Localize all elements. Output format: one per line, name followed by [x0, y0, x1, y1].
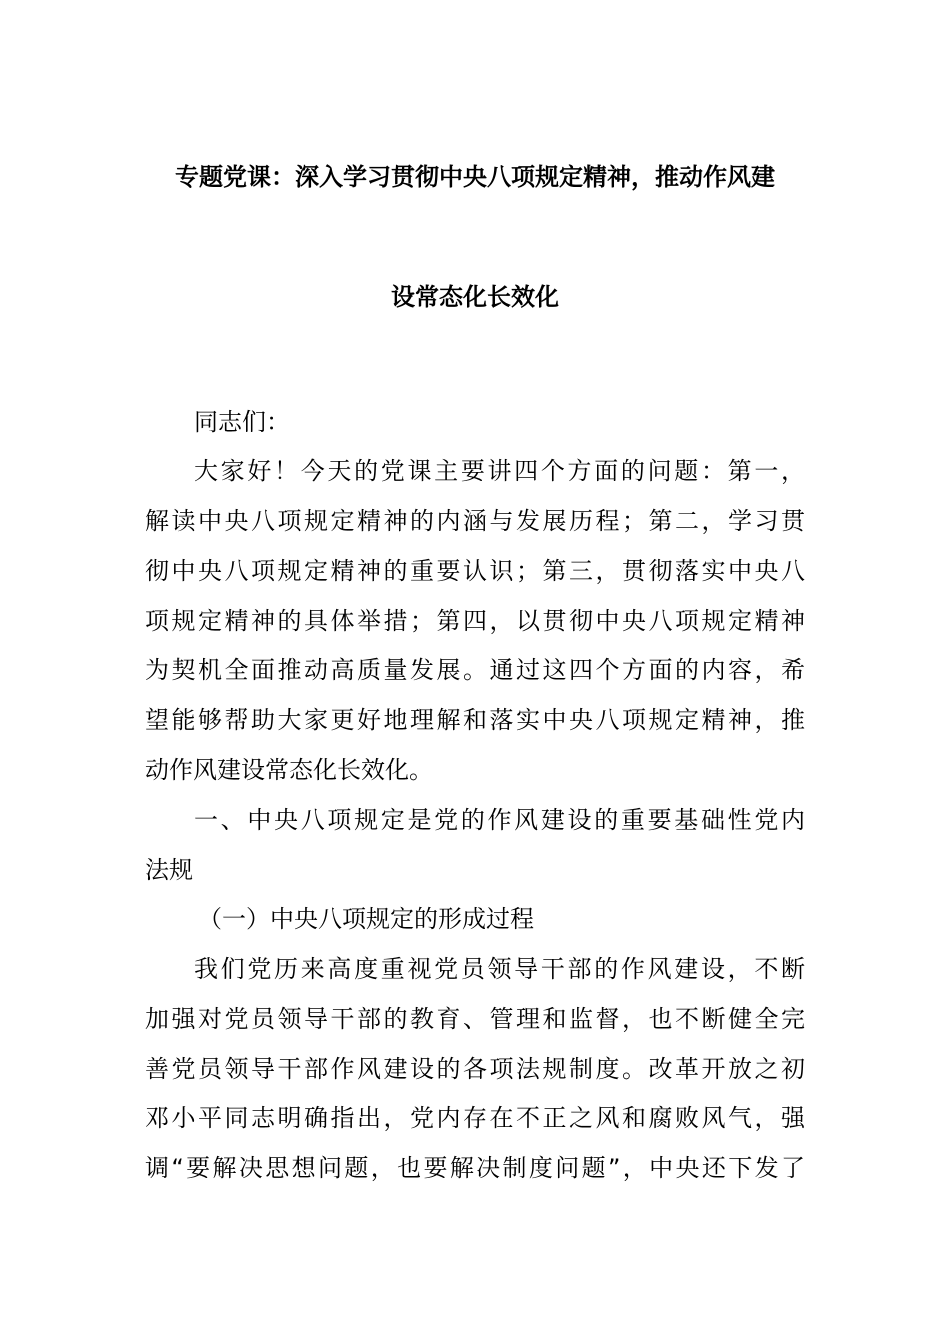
body-paragraph-line: 我们党历来高度重视党员领导干部的作风建设，不断 [194, 955, 805, 983]
subsection-heading: （一）中央八项规定的形成过程 [198, 905, 534, 933]
intro-paragraph-line: 彻中央八项规定精神的重要认识；第三，贯彻落实中央八 [145, 557, 805, 585]
intro-paragraph-line: 大家好！今天的党课主要讲四个方面的问题：第一， [194, 457, 805, 485]
document-title-line-1: 专题党课：深入学习贯彻中央八项规定精神，推动作风建 [175, 163, 775, 191]
intro-paragraph-line: 项规定精神的具体举措；第四，以贯彻中央八项规定精神 [145, 607, 805, 635]
body-paragraph-line: 调“要解决思想问题，也要解决制度问题”，中央还下发了 [145, 1154, 805, 1182]
intro-paragraph-line: 动作风建设常态化长效化。 [145, 756, 433, 784]
body-paragraph-line: 邓小平同志明确指出，党内存在不正之风和腐败风气，强 [145, 1104, 805, 1132]
body-paragraph-line: 善党员领导干部作风建设的各项法规制度。改革开放之初 [145, 1055, 805, 1083]
intro-paragraph-line: 解读中央八项规定精神的内涵与发展历程；第二，学习贯 [145, 507, 805, 535]
document-title-line-2: 设常态化长效化 [391, 283, 559, 311]
section-heading-line: 一、中央八项规定是党的作风建设的重要基础性党内 [194, 806, 805, 834]
greeting: 同志们： [194, 408, 290, 436]
section-heading-line: 法规 [145, 856, 193, 884]
body-paragraph-line: 加强对党员领导干部的教育、管理和监督，也不断健全完 [145, 1005, 805, 1033]
intro-paragraph-line: 为契机全面推动高质量发展。通过这四个方面的内容，希 [145, 656, 805, 684]
intro-paragraph-line: 望能够帮助大家更好地理解和落实中央八项规定精神，推 [145, 706, 805, 734]
